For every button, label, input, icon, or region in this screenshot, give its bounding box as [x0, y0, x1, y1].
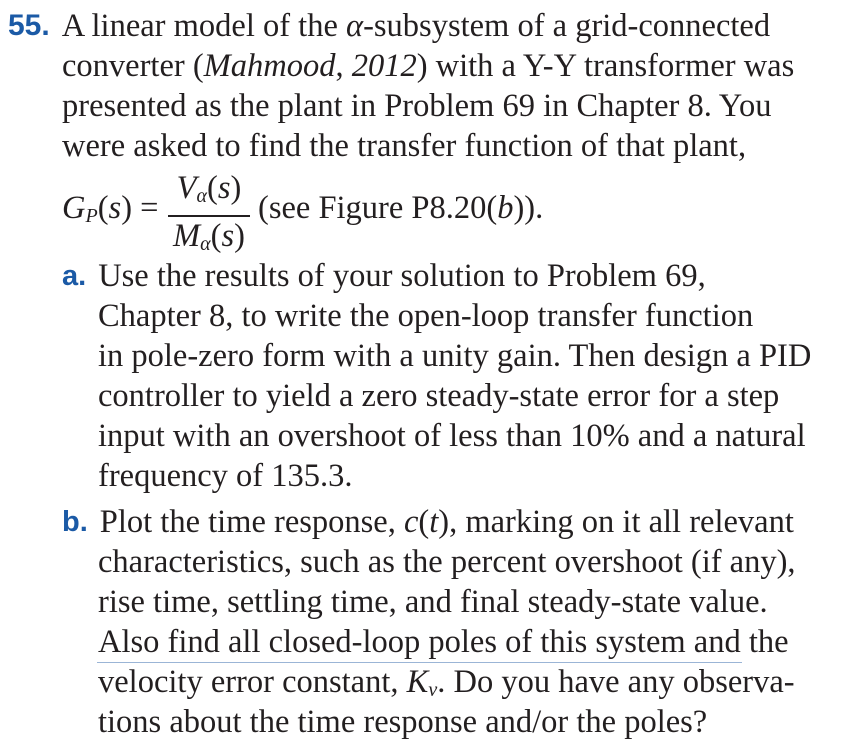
- equation-trailing: (see Figure P8.20(b)).: [258, 190, 544, 226]
- problem-text-1a: A linear model of the α-subsystem of a grid-connected: [61, 8, 771, 44]
- part-a-line-1: [62, 256, 790, 296]
- equation-fraction: [164, 172, 254, 260]
- part-a-line-3: in pole-zero form with a unity gain. Then design a PID: [98, 338, 812, 374]
- fraction-bar: [168, 215, 250, 217]
- part-a-label: a.: [62, 260, 87, 292]
- problem-line-3: [62, 86, 790, 126]
- part-b-text-1: Plot the time response, c(t), marking on it all relevant: [99, 504, 794, 540]
- problem-text-2: converter (Mahmood, 2012) with a Y-Y transformer was: [62, 48, 795, 84]
- part-b-line-1: [62, 502, 794, 542]
- equation-numerator: $V_\alpha(s)$: [176, 170, 242, 207]
- problem-text-4: were asked to find the transfer function of that plant,: [62, 128, 747, 164]
- part-b-label: b.: [62, 506, 88, 538]
- part-a-text-1: Use the results of your solution to Problem 69,: [98, 258, 706, 294]
- problem-line-2: [62, 46, 795, 86]
- problem-text-3: presented as the plant in Problem 69 in Chapter 8. You: [62, 88, 772, 124]
- problem-number: 55.: [8, 9, 50, 42]
- part-b-line-6: tions about the time response and/or the poles?: [98, 704, 708, 740]
- part-b-line-2: characteristics, such as the percent overshoot (if any),: [98, 544, 796, 580]
- part-b-line-4: Also find all closed-loop poles of this system and the: [98, 624, 789, 660]
- problem-line-1: [8, 6, 790, 46]
- equation-denominator: $M_\alpha(s)$: [173, 218, 245, 255]
- equation-lhs: $G_P(s)$ =: [62, 190, 159, 227]
- part-b-line-5: velocity error constant, $K_v$. Do you have any observa-: [98, 664, 795, 701]
- part-a-line-6: frequency of 135.3.: [98, 458, 353, 494]
- problem-line-4: [62, 126, 790, 166]
- part-a-line-4: controller to yield a zero steady-state error for a step: [98, 378, 780, 414]
- part-a-line-5: input with an overshoot of less than 10% and a natural: [98, 418, 806, 454]
- part-a-line-2: Chapter 8, to write the open-loop transfer function: [98, 298, 754, 334]
- part-b-line-3: rise time, settling time, and final steady-state value.: [98, 584, 768, 620]
